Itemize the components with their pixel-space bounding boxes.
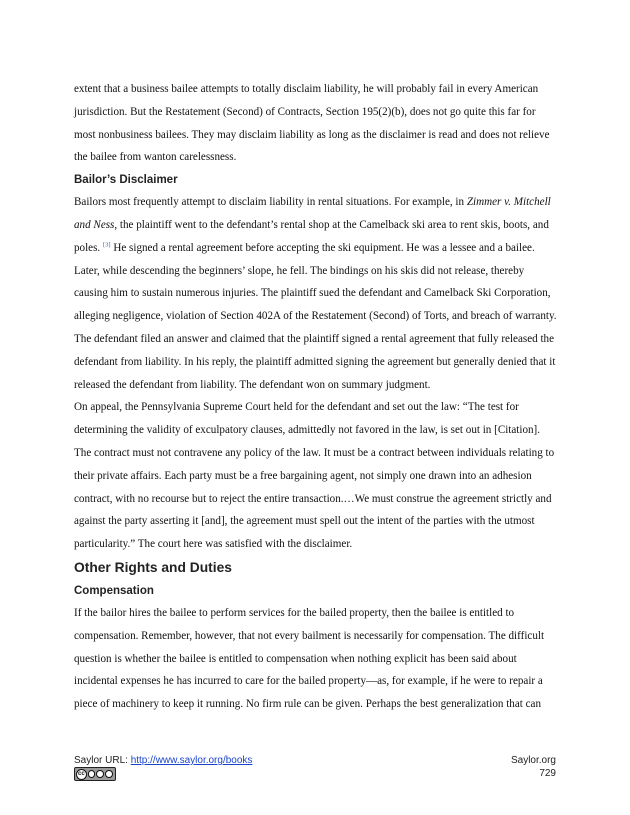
text-segment: , the plaintiff went to the defendant’s rental shop at the Camelback ski area to rent skis, boots, and poles.	[74, 218, 549, 254]
cc-logo-icon: cc	[76, 769, 87, 780]
page-body	[74, 78, 558, 716]
nc-icon	[96, 770, 104, 778]
sa-icon	[105, 770, 113, 778]
by-icon	[88, 770, 96, 778]
footer-url	[74, 754, 252, 767]
footer-url-label: Saylor URL:	[74, 755, 131, 766]
footer-right	[511, 754, 556, 780]
heading-bailors-disclaimer: Bailor’s Disclaimer	[74, 174, 178, 187]
paragraph-disclaimer-scope: extent that a business bailee attempts to totally disclaim liability, he will probably fail in every American jurisdiction. But the Restatement (Second) of Contracts, Section 195(2)(b), does not go quite this far for most nonbusiness bailees. They may disclaim liability as long as the disclaimer is read and does not relieve the bailee from wanton carelessness.	[74, 83, 550, 164]
footnote-link[interactable]: [3]	[102, 241, 111, 249]
paragraph-zimmer-case	[74, 191, 558, 396]
heading-compensation: Compensation	[74, 584, 154, 597]
paragraph-compensation: If the bailor hires the bailee to perform services for the bailed property, then the bailee is entitled to compensation. Remember, however, that not every bailment is necessarily for compensation. The difficult question is whether the bailee is entitled to compensation when nothing explicit has been said about incidental expenses he has incurred to care for the bailed property—as, for example, if he were to repair a piece of machinery to keep it running. No firm rule can be given. Perhaps the best generalization that can	[74, 606, 545, 711]
saylor-books-link[interactable]: http://www.saylor.org/books	[130, 755, 253, 766]
text-segment: Bailors most frequently attempt to disclaim liability in rental situations. For example, in	[74, 196, 467, 209]
heading-other-rights: Other Rights and Duties	[74, 559, 232, 575]
cc-license-icon	[74, 767, 116, 781]
case-name: Zimmer v. Mitchell and Ness	[74, 196, 551, 231]
paragraph-appeal: On appeal, the Pennsylvania Supreme Court held for the defendant and set out the law: “The test for determining the validity of exculpatory clauses, admittedly not favored in the law, is set out in [Citation]. The contract must not contravene any policy of the law. It must be a contract between individuals relating to their private affairs. Each party must be a free bargaining agent, not simply one drawn into an adhesion contract, with no recourse but to reject the entire transaction.…We must construe the agreement strictly and against the party asserting it [and], the agreement must spell out the intent of the parties with the utmost particularity.” The court here was satisfied with the disclaimer.	[74, 401, 555, 551]
page-number: 729	[539, 768, 556, 779]
text-segment: He signed a rental agreement before accepting the ski equipment. He was a lessee and a bailee. Later, while descending the beginners’ slope, he fell. The bindings on his skis did not release, thereby causing him to sustain numerous injuries. The plaintiff sued the defendant and Camelback Ski Corporation, alleging negligence, violation of Section 402A of the Restatement (Second) of Torts, and breach of warranty. The defendant filed an answer and claimed that the plaintiff signed a rental agreement that fully released the defendant from liability. In his reply, the plaintiff admitted signing the agreement but generally denied that it released the defendant from liability. The defendant won on summary judgment.	[74, 241, 557, 391]
footer-site: Saylor.org	[510, 755, 556, 766]
